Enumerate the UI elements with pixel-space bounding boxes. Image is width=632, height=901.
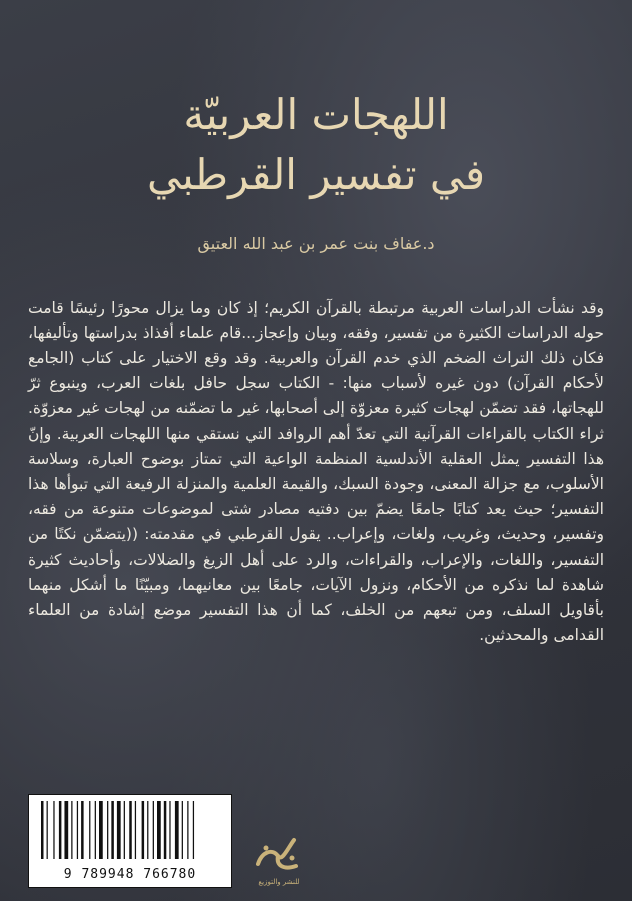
- publisher-logo: [248, 826, 310, 888]
- book-title-line2: في تفسير القرطبي: [146, 150, 486, 199]
- barcode-bars: [41, 801, 219, 859]
- cover-blurb: وقد نشأت الدراسات العربية مرتبطة بالقرآن الكريم؛ إذ كان وما يزال محورًا رئيسًا قامت حوله الدراسات الكثيرة من تفسير، وفقه، وبيان وإعجاز...قام علماء أفذاذ بدراستها وتأليفها، فكان ذلك التراث الضخم الذي خدم القرآن والعربية. وقد وقع الاختيار على كتاب (الجامع لأحكام القرآن) دون غيره لأسباب منها: - الكتاب سجل حافل بلغات العرب، وينبوع ثرّ للهجاتها، فقد تضمّن لهجات كثيرة معزوّة إلى أصحابها، غير ما تضمّنه من لهجات غير معزوّة. ثراء الكتاب بالقراءات القرآنية التي تعدّ أهم الروافد التي نستقي منها اللهجات العربية. وإنّ هذا التفسير يمثل العقلية الأندلسية المنظمة الواعية التي تمتاز بوضوح العبارة، وسلاسة الأسلوب، مع جزالة المعنى، وجودة السبك، والقيمة العلمية والمنزلة الرفيعة التي تبوأها هذا التفسير؛ حيث يعد كتابًا جامعًا يضمّ بين دفتيه مصادر شتى لموضوعات متنوعة من فقه، وتفسير، وحديث، وغريب، ولغات، وإعراب.. يقول القرطبي في مقدمته: ((يتضمّن نكتًا من التفسير، واللغات، والإعراب، والقراءات، والرد على أهل الزيغ والضلالات، وأحاديث كثيرة شاهدة لما نذكره من الأحكام، ونزول الآيات، جامعًا بين معانيهما، ومبيّنًا ما أشكل منهما بأقاويل السلف، ومن تبعهم من الخلف، كما أن هذا التفسير موضع إشادة من العلماء القدامى والمحدثين.: [28, 298, 604, 645]
- book-title-line1: اللهجات العربيّة: [183, 90, 449, 139]
- publisher-subtext: للنشر والتوزيع: [258, 878, 300, 886]
- isbn-barcode: [28, 794, 232, 888]
- author-name: د.عفاف بنت عمر بن عبد الله العتيق: [197, 234, 435, 253]
- barcode-digits: 9 789948 766780: [63, 867, 197, 882]
